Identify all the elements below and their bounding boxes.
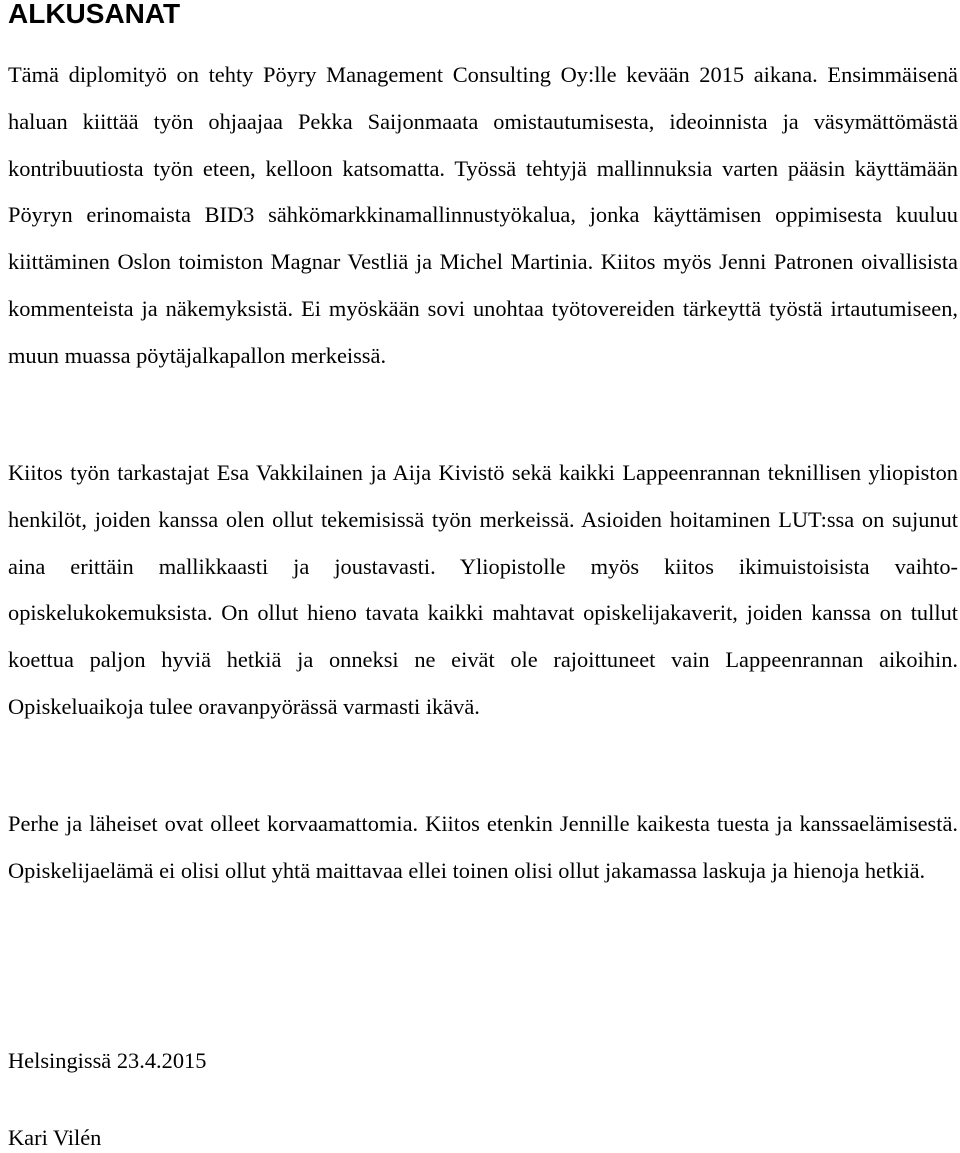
page-title: ALKUSANAT — [8, 0, 181, 29]
author-signature: Kari Vilén — [8, 1125, 102, 1150]
paragraph-acknowledgement-work: Tämä diplomityö on tehty Pöyry Management Consulting Oy:lle kevään 2015 aikana. Ensimmäisenä haluan kiittää työn ohjaajaa Pekka Saijonmaata omistautumisesta, ideoinnista ja väsymättömästä kontribuutiosta työn eteen, kelloon katsomatta. Työssä tehtyjä mallinnuksia varten pääsin käyttämään Pöyryn erinomaista BID3 sähkömarkkinamallinnustyökalua, jonka käyttämisen oppimisesta kuuluu kiittäminen Oslon toimiston Magnar Vestliä ja Michel Martinia. Kiitos myös Jenni Patronen oivallisista kommenteista ja näkemyksistä. Ei myöskään sovi unohtaa työtovereiden tärkeyttä työstä irtautumiseen, muun muassa pöytäjalkapallon merkeissä. — [8, 62, 958, 368]
place-and-date: Helsingissä 23.4.2015 — [8, 1048, 207, 1073]
paragraph-acknowledgement-university: Kiitos työn tarkastajat Esa Vakkilainen ja Aija Kivistö sekä kaikki Lappeenrannan teknillisen yliopiston henkilöt, joiden kanssa olen ollut tekemisissä työn merkeissä. Asioiden hoitaminen LUT:ssa on sujunut aina erittäin mallikkaasti ja joustavasti. Yliopistolle myös kiitos ikimuistoisista vaihto-opiskelukokemuksista. On ollut hieno tavata kaikki mahtavat opiskelijakaverit, joiden kanssa on tullut koettua paljon hyviä hetkiä ja onneksi ne eivät ole rajoittuneet vain Lappeenrannan aikoihin. Opiskeluaikoja tulee oravanpyörässä varmasti ikävä. — [8, 460, 958, 719]
paragraph-acknowledgement-family: Perhe ja läheiset ovat olleet korvaamattomia. Kiitos etenkin Jennille kaikesta tuesta ja kanssaelämisestä. Opiskelijaelämä ei olisi ollut yhtä maittavaa ellei toinen olisi ollut jakamassa laskuja ja hienoja hetkiä. — [8, 811, 958, 883]
